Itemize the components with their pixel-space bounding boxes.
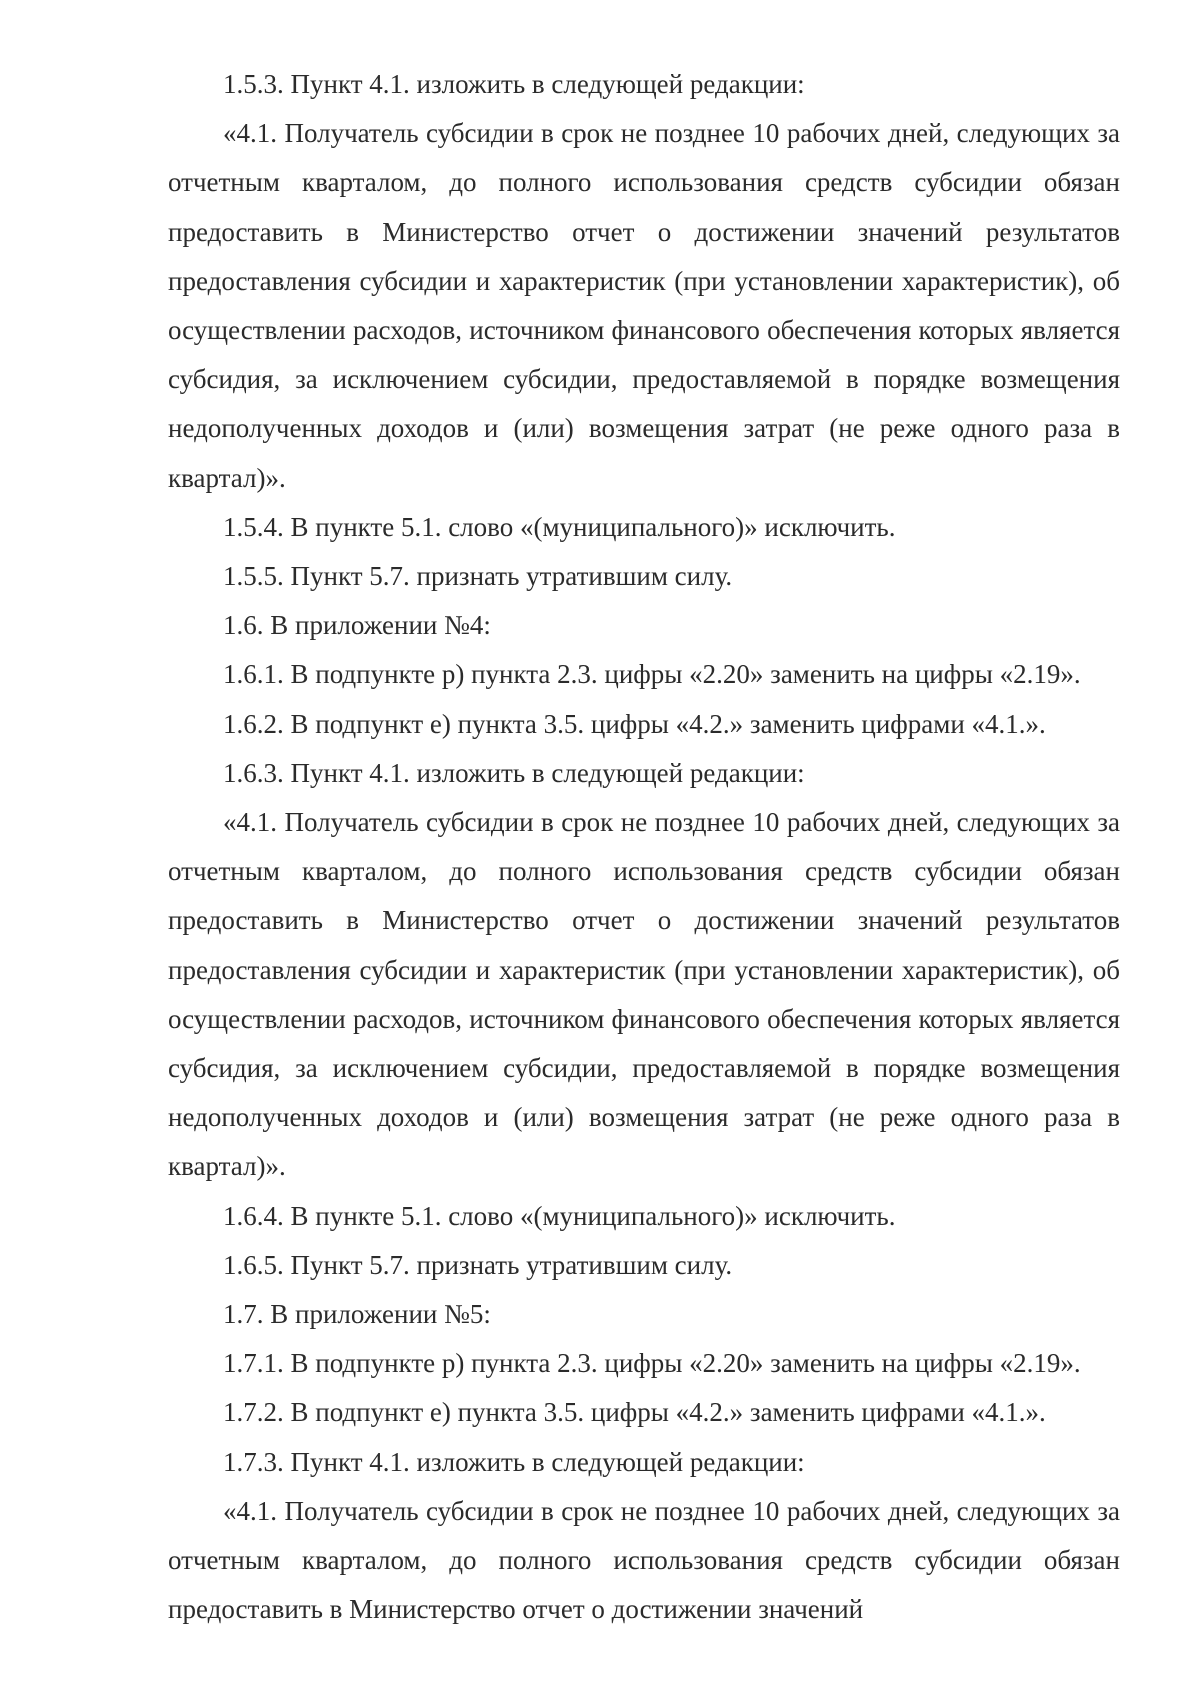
paragraph-quote-4-1: «4.1. Получатель субсидии в срок не позднее 10 рабочих дней, следующих за отчетным кварталом, до полного использования средств субсидии обязан предоставить в Министерство отчет о достижении значений результатов предоставления субсидии и характеристик (при установлении характеристик), об осуществлении расходов, источником финансового обеспечения которых является субсидия, за исключением субсидии, предоставляемой в порядке возмещения недополученных доходов и (или) возмещения затрат (не реже одного раза в квартал)». bbox=[168, 807, 1120, 1182]
paragraph-quote-4-1: «4.1. Получатель субсидии в срок не позднее 10 рабочих дней, следующих за отчетным кварталом, до полного использования средств субсидии обязан предоставить в Министерство отчет о достижении значений результатов предоставления субсидии и характеристик (при установлении характеристик), об осуществлении расходов, источником финансового обеспечения которых является субсидия, за исключением субсидии, предоставляемой в порядке возмещения недополученных доходов и (или) возмещения затрат (не реже одного раза в квартал)». bbox=[168, 118, 1120, 493]
paragraph-1-5-5: 1.5.5. Пункт 5.7. признать утратившим силу. bbox=[223, 561, 733, 592]
paragraph-1-6-4: 1.6.4. В пункте 5.1. слово «(муниципального)» исключить. bbox=[223, 1200, 896, 1231]
paragraph-1-7-1: 1.7.1. В подпункте р) пункта 2.3. цифры «2.20» заменить на цифры «2.19». bbox=[223, 1348, 1081, 1379]
paragraph-1-6: 1.6. В приложении №4: bbox=[223, 610, 491, 641]
paragraph-1-5-3: 1.5.3. Пункт 4.1. изложить в следующей редакции: bbox=[223, 69, 805, 99]
paragraph-1-7: 1.7. В приложении №5: bbox=[223, 1299, 491, 1330]
paragraph-1-6-2: 1.6.2. В подпункт е) пункта 3.5. цифры «4.2.» заменить цифрами «4.1.». bbox=[223, 708, 1046, 739]
paragraph-1-6-3: 1.6.3. Пункт 4.1. изложить в следующей редакции: bbox=[223, 757, 805, 788]
paragraph-1-5-4: 1.5.4. В пункте 5.1. слово «(муниципального)» исключить. bbox=[223, 511, 896, 542]
paragraph-1-6-5: 1.6.5. Пункт 5.7. признать утратившим силу. bbox=[223, 1249, 733, 1280]
document-body bbox=[168, 60, 1120, 1635]
paragraph-1-7-3: 1.7.3. Пункт 4.1. изложить в следующей редакции: bbox=[223, 1446, 805, 1477]
paragraph-1-7-2: 1.7.2. В подпункт е) пункта 3.5. цифры «4.2.» заменить цифрами «4.1.». bbox=[223, 1397, 1046, 1428]
paragraph-quote-4-1: «4.1. Получатель субсидии в срок не позднее 10 рабочих дней, следующих за отчетным кварталом, до полного использования средств субсидии обязан предоставить в Министерство отчет о достижении значений bbox=[168, 1495, 1120, 1625]
paragraph-1-6-1: 1.6.1. В подпункте р) пункта 2.3. цифры «2.20» заменить на цифры «2.19». bbox=[223, 659, 1081, 690]
